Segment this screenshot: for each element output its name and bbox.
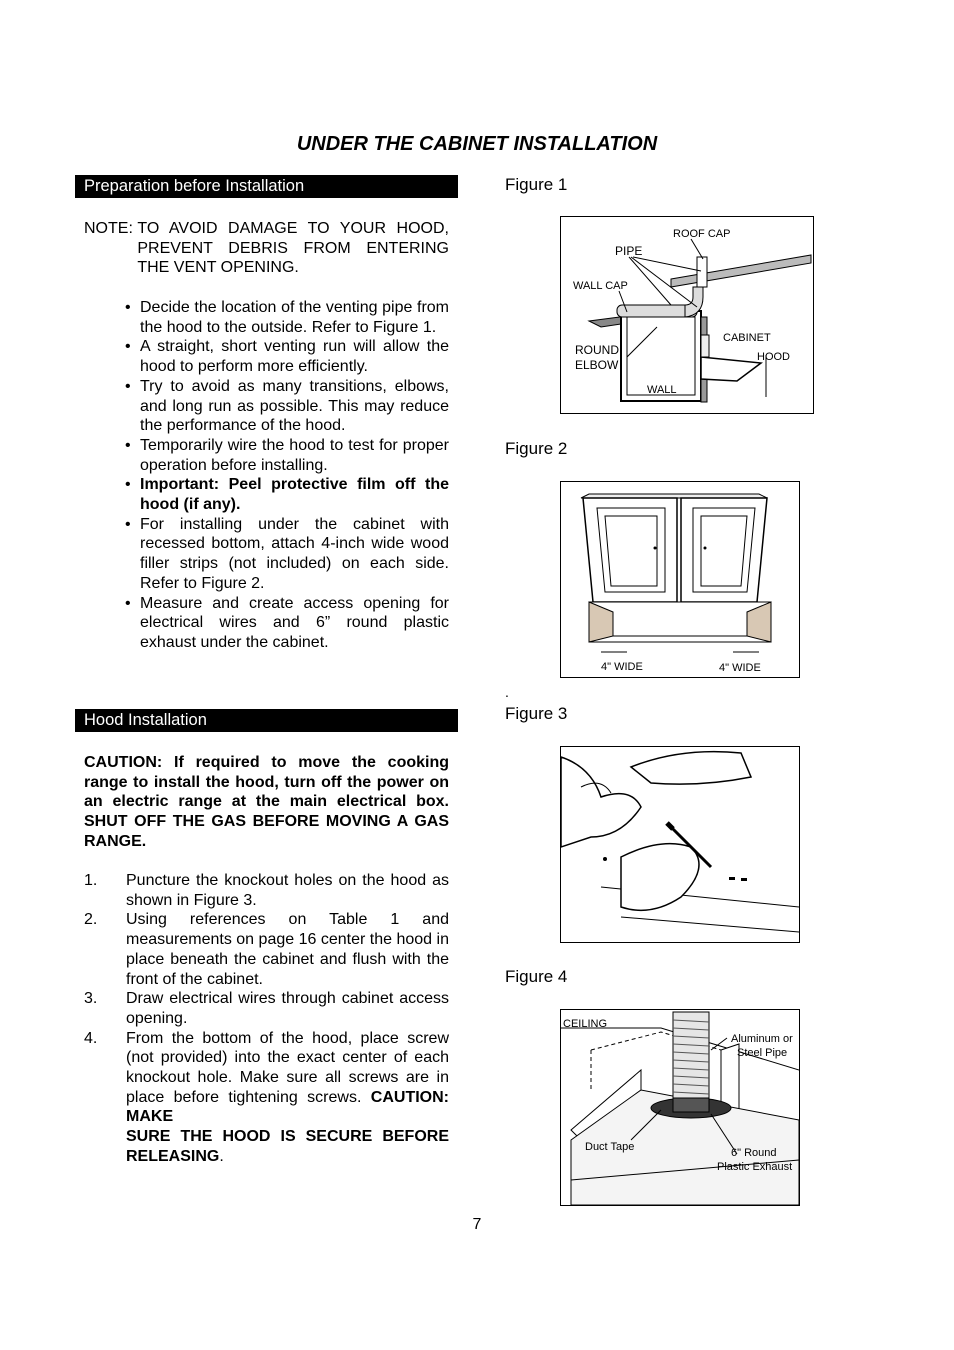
- section-rule: [75, 731, 458, 732]
- label-pipe-line1: Aluminum or: [731, 1033, 793, 1045]
- step-caution: CAUTION: MAKE: [126, 1088, 449, 1126]
- list-item: 3. Draw electrical wires through cabinet access opening.: [84, 990, 449, 1027]
- label-left-width: 4" WIDE: [601, 661, 643, 673]
- step-caution: SURE THE HOOD IS SECURE BEFORE RELEASING: [126, 1128, 449, 1165]
- list-item-important: • Important: Peel protective film off the hood (if any).: [125, 476, 449, 514]
- label-exhaust-line2: Plastic Exhaust: [717, 1161, 793, 1173]
- label-pipe-line2: Steel Pipe: [737, 1047, 788, 1059]
- list-item: 1. Puncture the knockout holes on the hood as shown in Figure 3.: [84, 872, 449, 909]
- label-exhaust-line1: 6" Round: [731, 1147, 777, 1159]
- figure-3-knockout-holes: [560, 746, 800, 943]
- list-item: • For installing under the cabinet with recessed bottom, attach 4-inch wide wood filler strips (not included) on each side. Refer to Figure 2.: [125, 515, 449, 592]
- page-number: 7: [472, 1216, 482, 1233]
- label-elbow: ELBOW: [575, 358, 619, 372]
- section-rule: [75, 197, 458, 198]
- label-roof-cap: ROOF CAP: [673, 228, 731, 240]
- list-item: • Measure and create access opening for electrical wires and 6” round plastic exhaust under the cabinet.: [125, 594, 449, 651]
- list-item: 4. From the bottom of the hood, place screw (not provided) into the exact center of each knockout hole. Make sure all screws are in place before tightening screws. CAUTION: MAKE SURE THE HOOD IS SECURE BEFORE RELEASING.: [84, 1029, 449, 1165]
- label-wall-cap: WALL CAP: [573, 280, 628, 292]
- list-item: • A straight, short venting run will allow the hood to perform more efficiently.: [125, 338, 449, 376]
- section-header-hood: Hood Installation: [75, 709, 458, 731]
- label-cabinet: CABINET: [723, 332, 771, 344]
- stray-dot: .: [505, 684, 509, 700]
- label-duct-tape: Duct Tape: [585, 1141, 635, 1153]
- label-ceiling: CEILING: [563, 1018, 608, 1030]
- figure-3-label: Figure 3: [505, 704, 568, 723]
- prep-bullets: [84, 298, 449, 653]
- page-title: UNDER THE CABINET INSTALLATION: [296, 133, 658, 155]
- caution-text: CAUTION: If required to move the cooking range to install the hood, turn off the power on an electric range at the main electrical box. SHUT OFF THE GAS BEFORE MOVING A GAS RANGE.: [84, 754, 449, 850]
- figure-4-exhaust-connection: [560, 1009, 800, 1206]
- label-wall: WALL: [647, 384, 677, 396]
- note: [84, 219, 449, 278]
- note-text: TO AVOID DAMAGE TO YOUR HOOD, PREVENT DEBRIS FROM ENTERING THE VENT OPENING.: [137, 220, 449, 277]
- label-pipe: PIPE: [615, 244, 643, 258]
- label-round: ROUND: [575, 343, 619, 357]
- list-item: • Try to avoid as many transitions, elbows, and long run as possible. This may reduce the performance of the hood.: [125, 377, 449, 435]
- figure-2-label: Figure 2: [505, 439, 568, 458]
- label-right-width: 4" WIDE: [719, 662, 761, 674]
- label-hood: HOOD: [757, 351, 790, 363]
- figure-2-cabinet-filler-strips: [560, 481, 800, 678]
- figure-1-label: Figure 1: [505, 175, 568, 194]
- list-item: • Decide the location of the venting pipe from the hood to the outside. Refer to Figure 1.: [125, 299, 449, 336]
- section-header-preparation: Preparation before Installation: [75, 175, 458, 197]
- figure-1-venting-diagram: [560, 216, 814, 414]
- note-label: NOTE:: [84, 220, 138, 237]
- figure-4-label: Figure 4: [505, 967, 568, 986]
- hood-steps: [84, 871, 449, 1167]
- list-item: • Temporarily wire the hood to test for proper operation before installing.: [125, 436, 449, 474]
- list-item: 2. Using references on Table 1 and measurements on page 16 center the hood in place beneath the cabinet and flush with the front of the cabinet.: [84, 911, 449, 988]
